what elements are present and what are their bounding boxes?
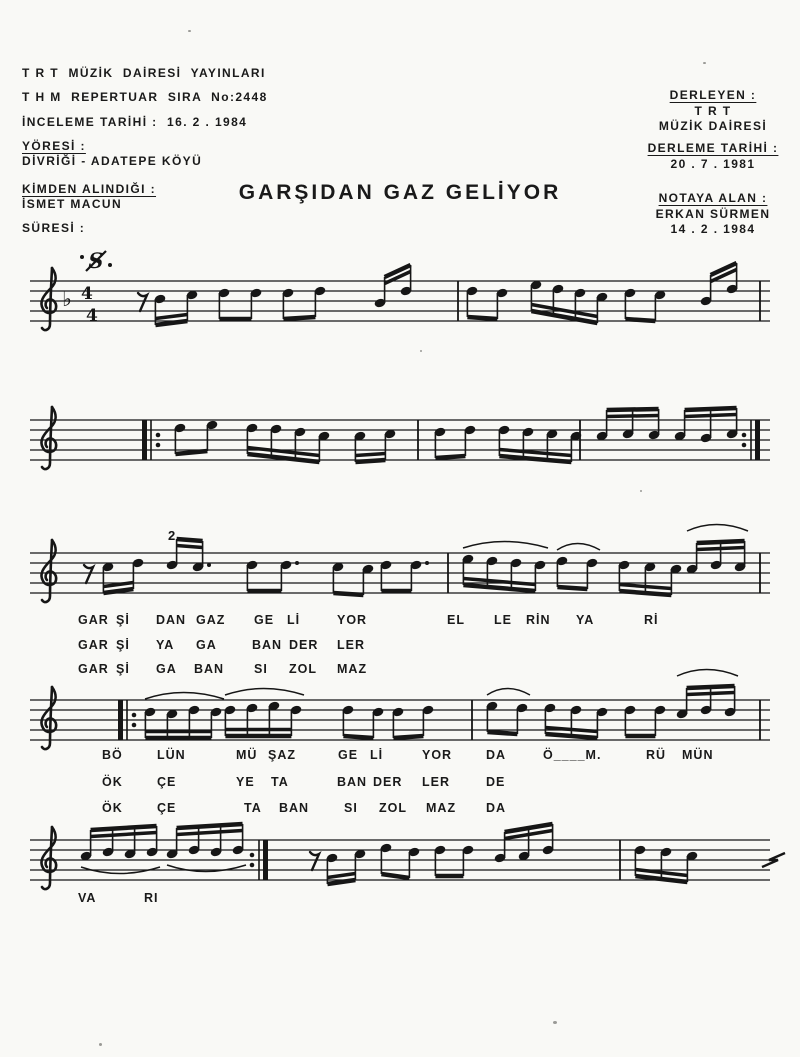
yoresi-label: YÖRESİ : — [22, 139, 86, 153]
lyric-syllable: RÜ — [646, 748, 667, 762]
lyric-syllable: GA — [156, 662, 177, 676]
staff-system-1 — [20, 231, 790, 371]
lyric-syllable: Şİ — [116, 613, 130, 627]
lyric-syllable: ÇE — [157, 775, 177, 789]
svg-text:S: S — [88, 248, 104, 273]
lyric-syllable: ÖK — [102, 775, 123, 789]
svg-text:♭: ♭ — [62, 287, 72, 311]
lyric-syllable: DER — [373, 775, 403, 789]
lyrics-under-system-5 — [0, 891, 800, 971]
lyric-syllable: GAZ — [196, 613, 226, 627]
kimden-value: İSMET MACUN — [22, 197, 123, 211]
svg-text:2: 2 — [168, 528, 176, 543]
derleyen-label: DERLEYEN : — [669, 88, 757, 102]
lyrics-under-system-4 — [0, 748, 800, 828]
lyric-syllable: BAN — [194, 662, 225, 676]
lyrics-under-system-3 — [0, 613, 800, 693]
lyric-syllable: SI — [344, 801, 358, 815]
derleyen-value1: T R T — [694, 104, 732, 118]
svg-text:4: 4 — [81, 284, 93, 304]
lyric-syllable: Rİ — [644, 613, 659, 627]
derleyen-value2: MÜZİK DAİRESİ — [658, 119, 768, 133]
lyric-syllable: DAN — [156, 613, 187, 627]
lyric-syllable: DE — [486, 775, 506, 789]
lyric-syllable: GE — [254, 613, 275, 627]
lyric-syllable: LÜN — [157, 748, 186, 762]
lyric-syllable: BAN — [279, 801, 310, 815]
lyric-syllable: GAR — [78, 662, 109, 676]
lyric-syllable: BAN — [337, 775, 368, 789]
lyric-syllable: EL — [447, 613, 465, 627]
repertoire-line: T H M REPERTUAR SIRA No:2448 — [22, 90, 268, 104]
publisher-line: T R T MÜZİK DAİRESİ YAYINLARI — [22, 66, 266, 80]
lyric-syllable: LE — [494, 613, 512, 627]
lyric-syllable: BÖ — [102, 748, 123, 762]
lyric-syllable: LER — [337, 638, 365, 652]
notaya-label: NOTAYA ALAN : — [658, 191, 768, 205]
lyric-syllable: GAR — [78, 613, 109, 627]
lyric-syllable: ZOL — [289, 662, 317, 676]
lyric-syllable: MÜN — [682, 748, 714, 762]
notaya-value1: ERKAN SÜRMEN — [655, 207, 771, 221]
lyric-syllable: Ö____M. — [543, 748, 602, 762]
lyric-syllable: SI — [254, 662, 268, 676]
lyric-syllable: YA — [576, 613, 595, 627]
lyric-syllable: ZOL — [379, 801, 407, 815]
lyric-syllable: DA — [486, 801, 507, 815]
lyric-syllable: Şİ — [116, 662, 130, 676]
notaya-value2: 14 . 2 . 1984 — [670, 222, 756, 236]
inceleme-value: 16. 2 . 1984 — [167, 115, 248, 129]
lyric-syllable: RI — [144, 891, 159, 905]
inceleme-label: İNCELEME TARİHİ : — [22, 115, 158, 129]
lyric-syllable: ÖK — [102, 801, 123, 815]
lyric-syllable: MÜ — [236, 748, 258, 762]
suresi-label: SÜRESİ : — [22, 221, 86, 235]
lyric-syllable: VA — [78, 891, 97, 905]
song-title: GARŞIDAN GAZ GELİYOR — [238, 181, 562, 204]
derleme-value: 20 . 7 . 1981 — [670, 157, 756, 171]
lyric-syllable: TA — [271, 775, 289, 789]
lyric-syllable: MAZ — [337, 662, 368, 676]
lyric-syllable: GAR — [78, 638, 109, 652]
yoresi-value: DİVRİĞİ - ADATEPE KÖYÜ — [22, 154, 203, 168]
lyric-syllable: RİN — [526, 613, 551, 627]
derleme-label: DERLEME TARİHİ : — [647, 141, 779, 155]
lyric-syllable: DER — [289, 638, 319, 652]
lyric-syllable: Lİ — [370, 748, 384, 762]
lyric-syllable: GA — [196, 638, 217, 652]
lyric-syllable: MAZ — [426, 801, 457, 815]
staff-system-2 — [20, 370, 790, 510]
lyric-syllable: TA — [244, 801, 262, 815]
lyric-syllable: ÇE — [157, 801, 177, 815]
lyric-syllable: Lİ — [287, 613, 301, 627]
kimden-label: KİMDEN ALINDIĞI : — [22, 182, 157, 196]
inceleme-line — [22, 115, 247, 129]
lyric-syllable: DA — [486, 748, 507, 762]
lyric-syllable: YA — [156, 638, 175, 652]
svg-text:4: 4 — [86, 306, 98, 326]
lyric-syllable: YOR — [337, 613, 368, 627]
lyric-syllable: LER — [422, 775, 450, 789]
lyric-syllable: YE — [236, 775, 255, 789]
lyric-syllable: ŞAZ — [268, 748, 296, 762]
lyric-syllable: GE — [338, 748, 359, 762]
lyric-syllable: YOR — [422, 748, 453, 762]
lyric-syllable: Şİ — [116, 638, 130, 652]
lyric-syllable: BAN — [252, 638, 283, 652]
